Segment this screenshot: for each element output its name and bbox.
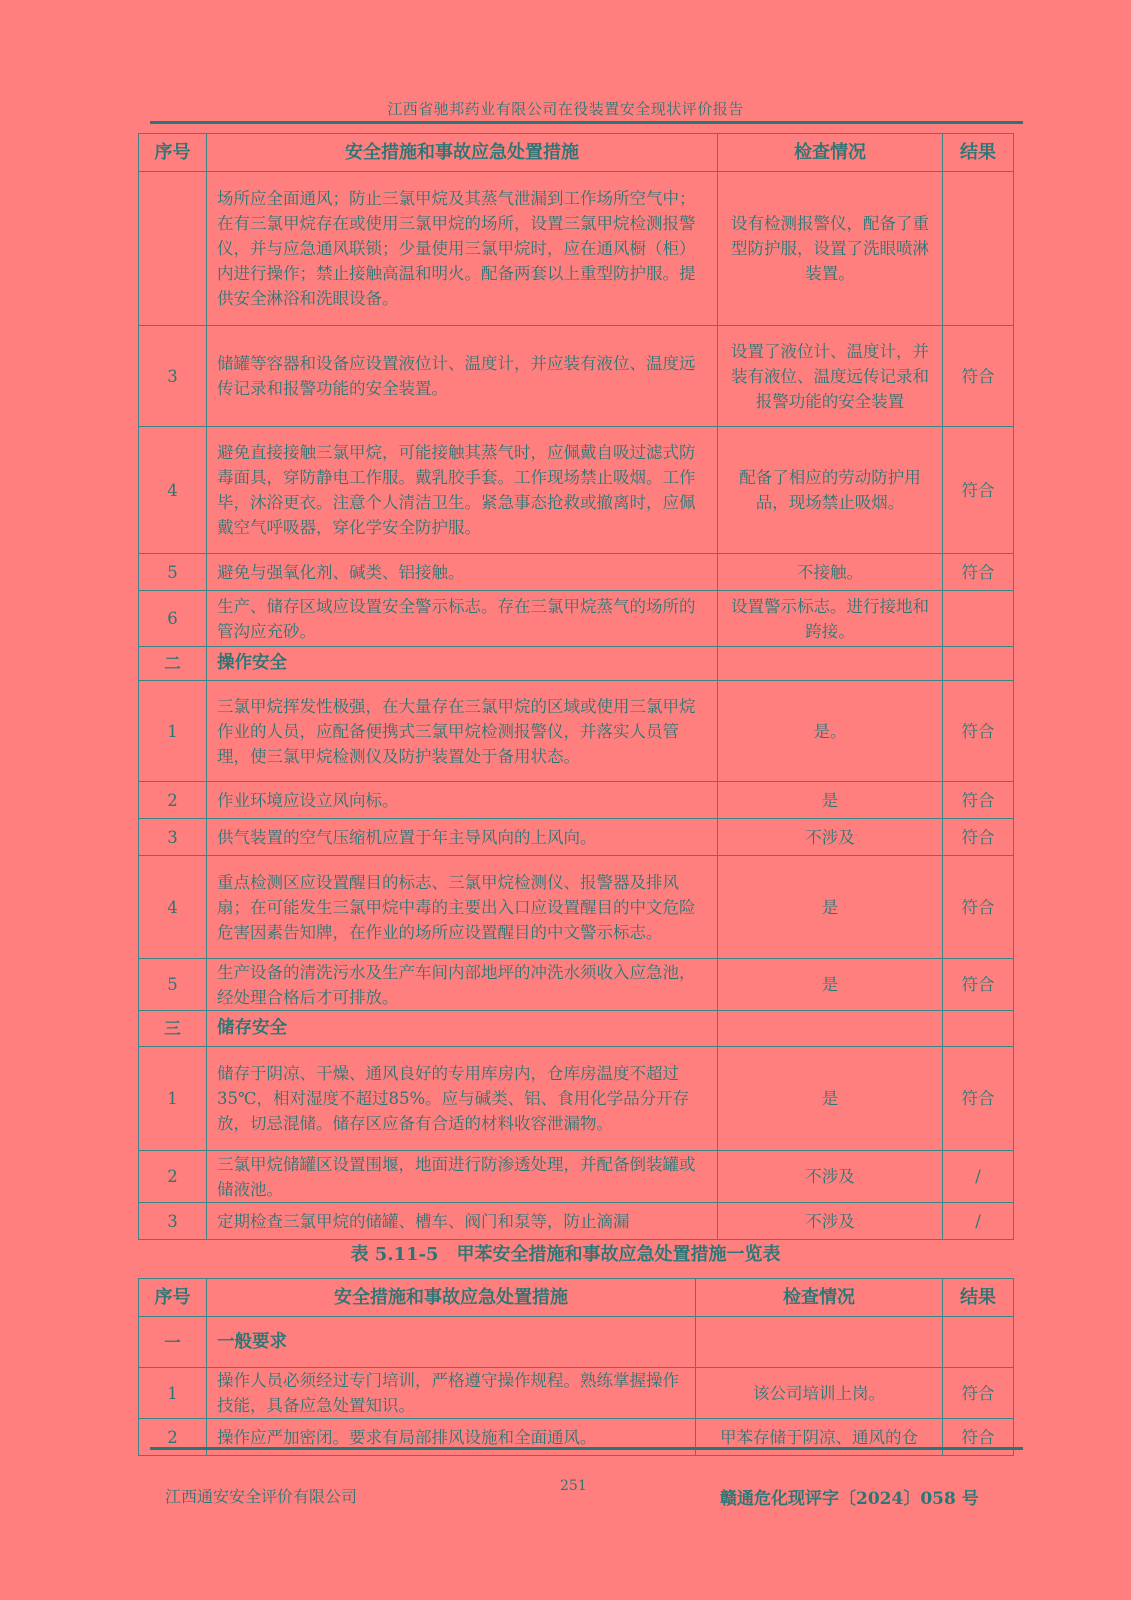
measure-text: 定期检查三氯甲烷的储罐、槽车、阀门和泵等，防止滴漏	[207, 1203, 718, 1240]
col-header-check: 检查情况	[696, 1279, 943, 1317]
measure-text: 储存于阴凉、干燥、通风良好的专用库房内，仓库房温度不超过35℃，相对湿度不超过85%。应与碱类、铝、食用化学品分开存放，切忌混储。储存区应备有合适的材料收容泄漏物。	[207, 1047, 718, 1151]
row-number: 5	[139, 959, 207, 1011]
row-number: 2	[139, 1151, 207, 1203]
measure-text: 作业环境应设立风向标。	[207, 782, 718, 819]
measure-text: 生产设备的清洗污水及生产车间内部地坪的冲洗水须收入应急池，经处理合格后才可排放。	[207, 959, 718, 1011]
table-row	[139, 1151, 1014, 1203]
toluene-measures-table	[138, 1278, 1014, 1456]
col-header-check: 检查情况	[718, 134, 943, 172]
result: 符合	[943, 554, 1014, 591]
table-row	[139, 959, 1014, 1011]
row-number: 3	[139, 1203, 207, 1240]
measure-text: 生产、储存区域应设置安全警示标志。存在三氯甲烷蒸气的场所的管沟应充砂。	[207, 591, 718, 647]
row-number	[139, 172, 207, 326]
check-status	[696, 1317, 943, 1368]
measure-text: 场所应全面通风；防止三氯甲烷及其蒸气泄漏到工作场所空气中；在有三氯甲烷存在或使用三氯甲烷的场所，设置三氯甲烷检测报警仪，并与应急通风联锁；少量使用三氯甲烷时，应在通风橱（柜）内进行操作；禁止接触高温和明火。配备两套以上重型防护服。提供安全淋浴和洗眼设备。	[207, 172, 718, 326]
table-row	[139, 427, 1014, 554]
page-header-title: 江西省驰邦药业有限公司在役装置安全现状评价报告	[387, 100, 744, 118]
col-header-measure: 安全措施和事故应急处置措施	[207, 134, 718, 172]
row-number: 1	[139, 681, 207, 782]
table-caption: 表 5.11-5 甲苯安全措施和事故应急处置措施一览表	[350, 1244, 781, 1265]
section-row	[139, 647, 1014, 681]
row-number: 3	[139, 819, 207, 856]
table-row	[139, 681, 1014, 782]
trichloromethane-measures-table	[138, 133, 1014, 1240]
check-status: 配备了相应的劳动防护用品，现场禁止吸烟。	[718, 427, 943, 554]
row-number: 4	[139, 856, 207, 959]
measure-text: 供气装置的空气压缩机应置于年主导风向的上风向。	[207, 819, 718, 856]
col-header-result: 结果	[943, 1279, 1014, 1317]
table-row	[139, 591, 1014, 647]
table-row	[139, 172, 1014, 326]
check-status: 不接触。	[718, 554, 943, 591]
measure-text: 一般要求	[207, 1317, 696, 1368]
measure-text: 避免与强氧化剂、碱类、铝接触。	[207, 554, 718, 591]
footer-company: 江西通安安全评价有限公司	[165, 1487, 358, 1506]
row-number: 2	[139, 782, 207, 819]
footer-rule	[150, 1447, 1023, 1450]
measure-text: 三氯甲烷挥发性极强，在大量存在三氯甲烷的区域或使用三氯甲烷作业的人员，应配备便携式三氯甲烷检测报警仪，并落实人员管理，使三氯甲烷检测仪及防护装置处于备用状态。	[207, 681, 718, 782]
check-status	[718, 647, 943, 681]
result	[943, 647, 1014, 681]
result: 符合	[943, 1047, 1014, 1151]
row-number: 5	[139, 554, 207, 591]
result	[943, 1011, 1014, 1047]
table-row	[139, 782, 1014, 819]
result: 符合	[943, 1368, 1014, 1419]
check-status: 是。	[718, 681, 943, 782]
check-status	[718, 1011, 943, 1047]
measure-text: 操作人员必须经过专门培训，严格遵守操作规程。熟练掌握操作技能，具备应急处置知识。	[207, 1368, 696, 1419]
result	[943, 591, 1014, 647]
table-row	[139, 1047, 1014, 1151]
row-number: 1	[139, 1047, 207, 1151]
table-row	[139, 554, 1014, 591]
measure-text: 操作安全	[207, 647, 718, 681]
result: 符合	[943, 427, 1014, 554]
result: 符合	[943, 782, 1014, 819]
result: 符合	[943, 1419, 1014, 1456]
section-row	[139, 1011, 1014, 1047]
result: 符合	[943, 681, 1014, 782]
measure-text: 三氯甲烷储罐区设置围堰，地面进行防渗透处理，并配备倒装罐或储液池。	[207, 1151, 718, 1203]
header-rule	[150, 121, 1023, 124]
result	[943, 172, 1014, 326]
measure-text: 重点检测区应设置醒目的标志、三氯甲烷检测仪、报警器及排风扇；在可能发生三氯甲烷中毒的主要出入口应设置醒目的中文危险危害因素告知牌，在作业的场所应设置醒目的中文警示标志。	[207, 856, 718, 959]
col-header-result: 结果	[943, 134, 1014, 172]
check-status: 是	[718, 782, 943, 819]
check-status: 是	[718, 959, 943, 1011]
check-status: 不涉及	[718, 1151, 943, 1203]
table-row	[139, 819, 1014, 856]
result: 符合	[943, 326, 1014, 427]
result	[943, 1317, 1014, 1368]
table-row	[139, 1203, 1014, 1240]
table-row	[139, 326, 1014, 427]
result: /	[943, 1203, 1014, 1240]
measure-text: 避免直接接触三氯甲烷，可能接触其蒸气时，应佩戴自吸过滤式防毒面具，穿防静电工作服。戴乳胶手套。工作现场禁止吸烟。工作毕，沐浴更衣。注意个人清洁卫生。紧急事态抢救或撤离时，应佩戴空气呼吸器，穿化学安全防护服。	[207, 427, 718, 554]
table-row	[139, 856, 1014, 959]
row-number: 二	[139, 647, 207, 681]
row-number: 1	[139, 1368, 207, 1419]
result: 符合	[943, 819, 1014, 856]
row-number: 6	[139, 591, 207, 647]
check-status: 不涉及	[718, 819, 943, 856]
col-header-measure: 安全措施和事故应急处置措施	[207, 1279, 696, 1317]
col-header-no: 序号	[139, 1279, 207, 1317]
check-status: 是	[718, 1047, 943, 1151]
row-number: 三	[139, 1011, 207, 1047]
check-status: 不涉及	[718, 1203, 943, 1240]
row-number: 4	[139, 427, 207, 554]
row-number: 2	[139, 1419, 207, 1456]
col-header-no: 序号	[139, 134, 207, 172]
table-row	[139, 1368, 1014, 1419]
check-status: 甲苯存储于阴凉、通风的仓	[696, 1419, 943, 1456]
measure-text: 操作应严加密闭。要求有局部排风设施和全面通风。	[207, 1419, 696, 1456]
row-number: 3	[139, 326, 207, 427]
measure-text: 储存安全	[207, 1011, 718, 1047]
row-number: 一	[139, 1317, 207, 1368]
check-status: 设置警示标志。进行接地和跨接。	[718, 591, 943, 647]
footer-doc-number: 赣通危化现评字〔2024〕058 号	[720, 1489, 979, 1509]
measure-text: 储罐等容器和设备应设置液位计、温度计，并应装有液位、温度远传记录和报警功能的安全装置。	[207, 326, 718, 427]
check-status: 设置了液位计、温度计，并装有液位、温度远传记录和报警功能的安全装置	[718, 326, 943, 427]
check-status: 设有检测报警仪，配备了重型防护服，设置了洗眼喷淋装置。	[718, 172, 943, 326]
result: /	[943, 1151, 1014, 1203]
check-status: 是	[718, 856, 943, 959]
check-status: 该公司培训上岗。	[696, 1368, 943, 1419]
result: 符合	[943, 959, 1014, 1011]
result: 符合	[943, 856, 1014, 959]
section-row	[139, 1317, 1014, 1368]
page-number: 251	[560, 1478, 587, 1494]
